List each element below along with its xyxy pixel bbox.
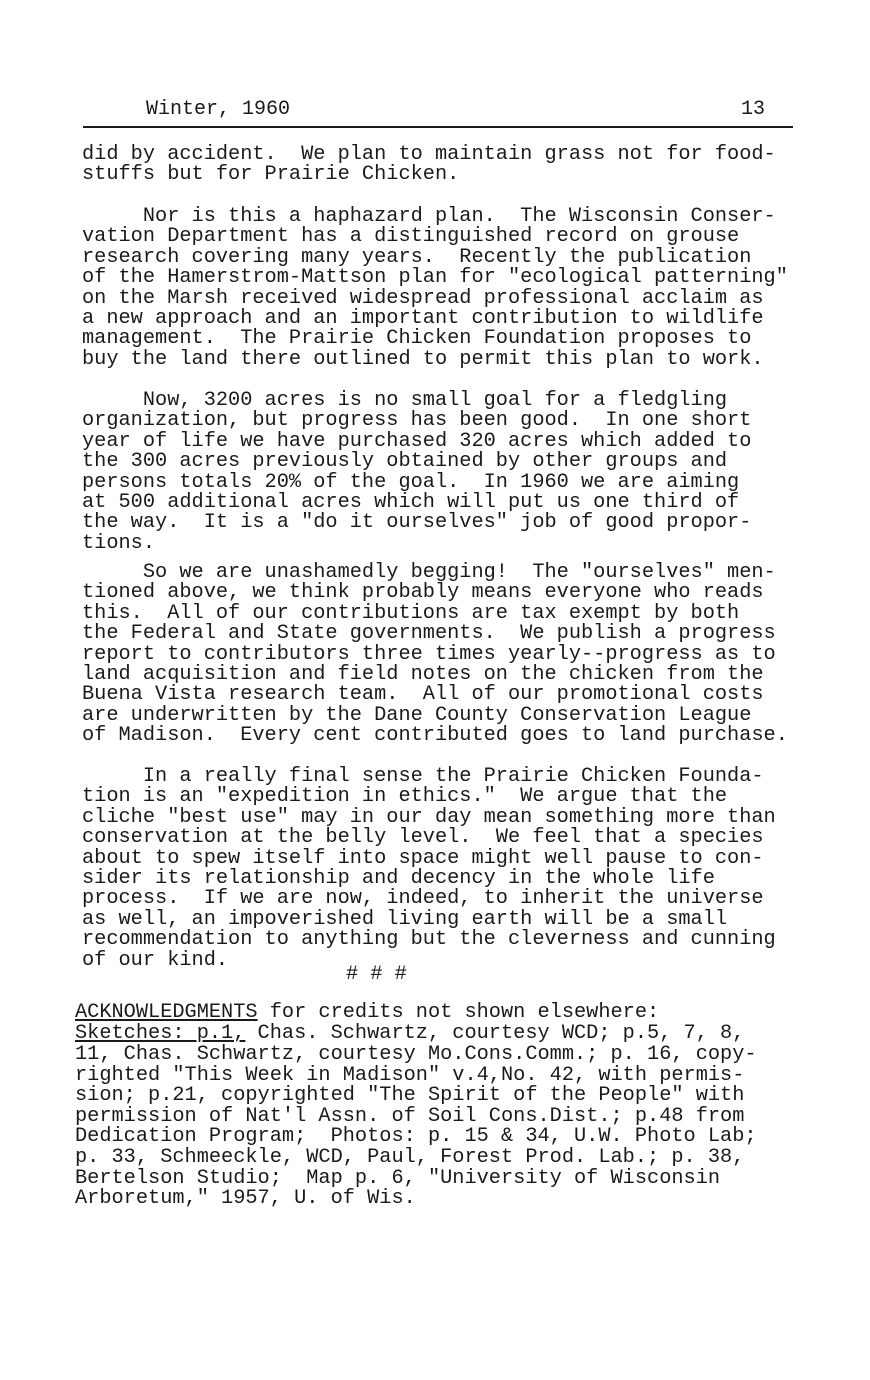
text-line: tioned above, we think probably means everyone who reads (82, 581, 764, 605)
acknowledgments-line: 11, Chas. Schwartz, courtesy Mo.Cons.Comm.; p. 16, copy- (75, 1043, 757, 1066)
page-number: 13 (740, 98, 765, 121)
text-line: process. If we are now, indeed, to inherit the universe (82, 887, 764, 911)
text-line: about to spew itself into space might well pause to con- (82, 846, 764, 870)
text-line: a new approach and an important contribution to wildlife (82, 307, 764, 330)
acknowledgments-line: p. 33, Schmeeckle, WCD, Paul, Forest Prod. Lab.; p. 38, (75, 1146, 745, 1169)
text-line: stuffs but for Prairie Chicken. (82, 163, 460, 187)
text-line: the way. It is a "do it ourselves" job of good propor- (82, 511, 752, 535)
page-header (83, 96, 793, 128)
text-line: this. All of our contributions are tax exempt by both (82, 601, 740, 625)
text-line: on the Marsh received widespread professional acclaim as (82, 286, 764, 310)
text-line: of our kind. (82, 948, 229, 972)
section-separator: # # # (346, 963, 407, 986)
text-line: of the Hamerstrom-Mattson plan for "ecological patterning" (82, 266, 788, 290)
text-line: sider its relationship and decency in the whole life (82, 867, 715, 890)
text-line: organization, but progress has been good. In one short (82, 409, 752, 433)
acknowledgments-sketches-line (75, 1024, 744, 1044)
text-line: research covering many years. Recently the publication (82, 245, 752, 269)
text-line: are underwritten by the Dane County Conservation League (82, 703, 752, 727)
text-line: recommendation to anything but the cleverness and cunning (82, 928, 776, 952)
acknowledgments-line: sion; p.21, copyrighted "The Spirit of the People" with (75, 1084, 745, 1108)
sketches-label: Sketches: p.1, (75, 1022, 246, 1045)
text-line: cliche "best use" may in our day mean something more than (82, 805, 776, 829)
text-line: Nor is this a haphazard plan. The Wisconsin Conser- (82, 205, 776, 228)
text-line: Buena Vista research team. All of our promotional costs (82, 683, 764, 707)
text-line: buy the land there outlined to permit this plan to work. (82, 347, 764, 371)
acknowledgments-heading-line (75, 1003, 659, 1023)
acknowledgments-line: Bertelson Studio; Map p. 6, "University of Wisconsin (75, 1166, 721, 1190)
acknowledgments-title: ACKNOWLEDGMENTS (75, 1001, 258, 1024)
text-line: persons totals 20% of the goal. In 1960 we are aiming (82, 470, 740, 494)
text-line: of Madison. Every cent contributed goes to land purchase. (82, 724, 788, 748)
acknowledgments-title-rest: for credits not shown elsewhere: (257, 1001, 660, 1024)
text-line: conservation at the belly level. We feel that a species (82, 826, 764, 850)
acknowledgments-line: righted "This Week in Madison" v.4,No. 42, with permis- (75, 1063, 745, 1087)
text-line: the Federal and State governments. We publish a progress (82, 622, 776, 646)
text-line: land acquisition and field notes on the chicken from the (82, 663, 764, 686)
text-line: tions. (82, 531, 156, 555)
text-line: did by accident. We plan to maintain grass not for food- (82, 143, 776, 166)
acknowledgments-line: Dedication Program; Photos: p. 15 & 34, U.W. Photo Lab; (75, 1125, 757, 1149)
text-line: at 500 additional acres which will put us one third of (82, 491, 740, 514)
text-line: Now, 3200 acres is no small goal for a fledgling (82, 389, 728, 412)
acknowledgments-line: permission of Nat'l Assn. of Soil Cons.Dist.; p.48 from (75, 1104, 745, 1128)
text-line: the 300 acres previously obtained by other groups and (82, 450, 728, 474)
text-line: management. The Prairie Chicken Foundation proposes to (82, 327, 752, 351)
text-line: vation Department has a distinguished record on grouse (82, 225, 740, 249)
text-line: year of life we have purchased 320 acres which added to (82, 429, 752, 453)
sketches-rest: Chas. Schwartz, courtesy WCD; p.5, 7, 8, (245, 1022, 745, 1045)
text-line: tion is an "expedition in ethics." We argue that the (82, 785, 728, 809)
text-line: report to contributors three times yearly--progress as to (82, 642, 776, 666)
issue-season: Winter, 1960 (146, 98, 291, 121)
text-line: So we are unashamedly begging! The "ourselves" men- (82, 561, 776, 584)
text-line: as well, an impoverished living earth will be a small (82, 907, 728, 931)
acknowledgments-line: Arboretum," 1957, U. of Wis. (75, 1187, 416, 1211)
text-line: In a really final sense the Prairie Chicken Founda- (82, 765, 764, 788)
